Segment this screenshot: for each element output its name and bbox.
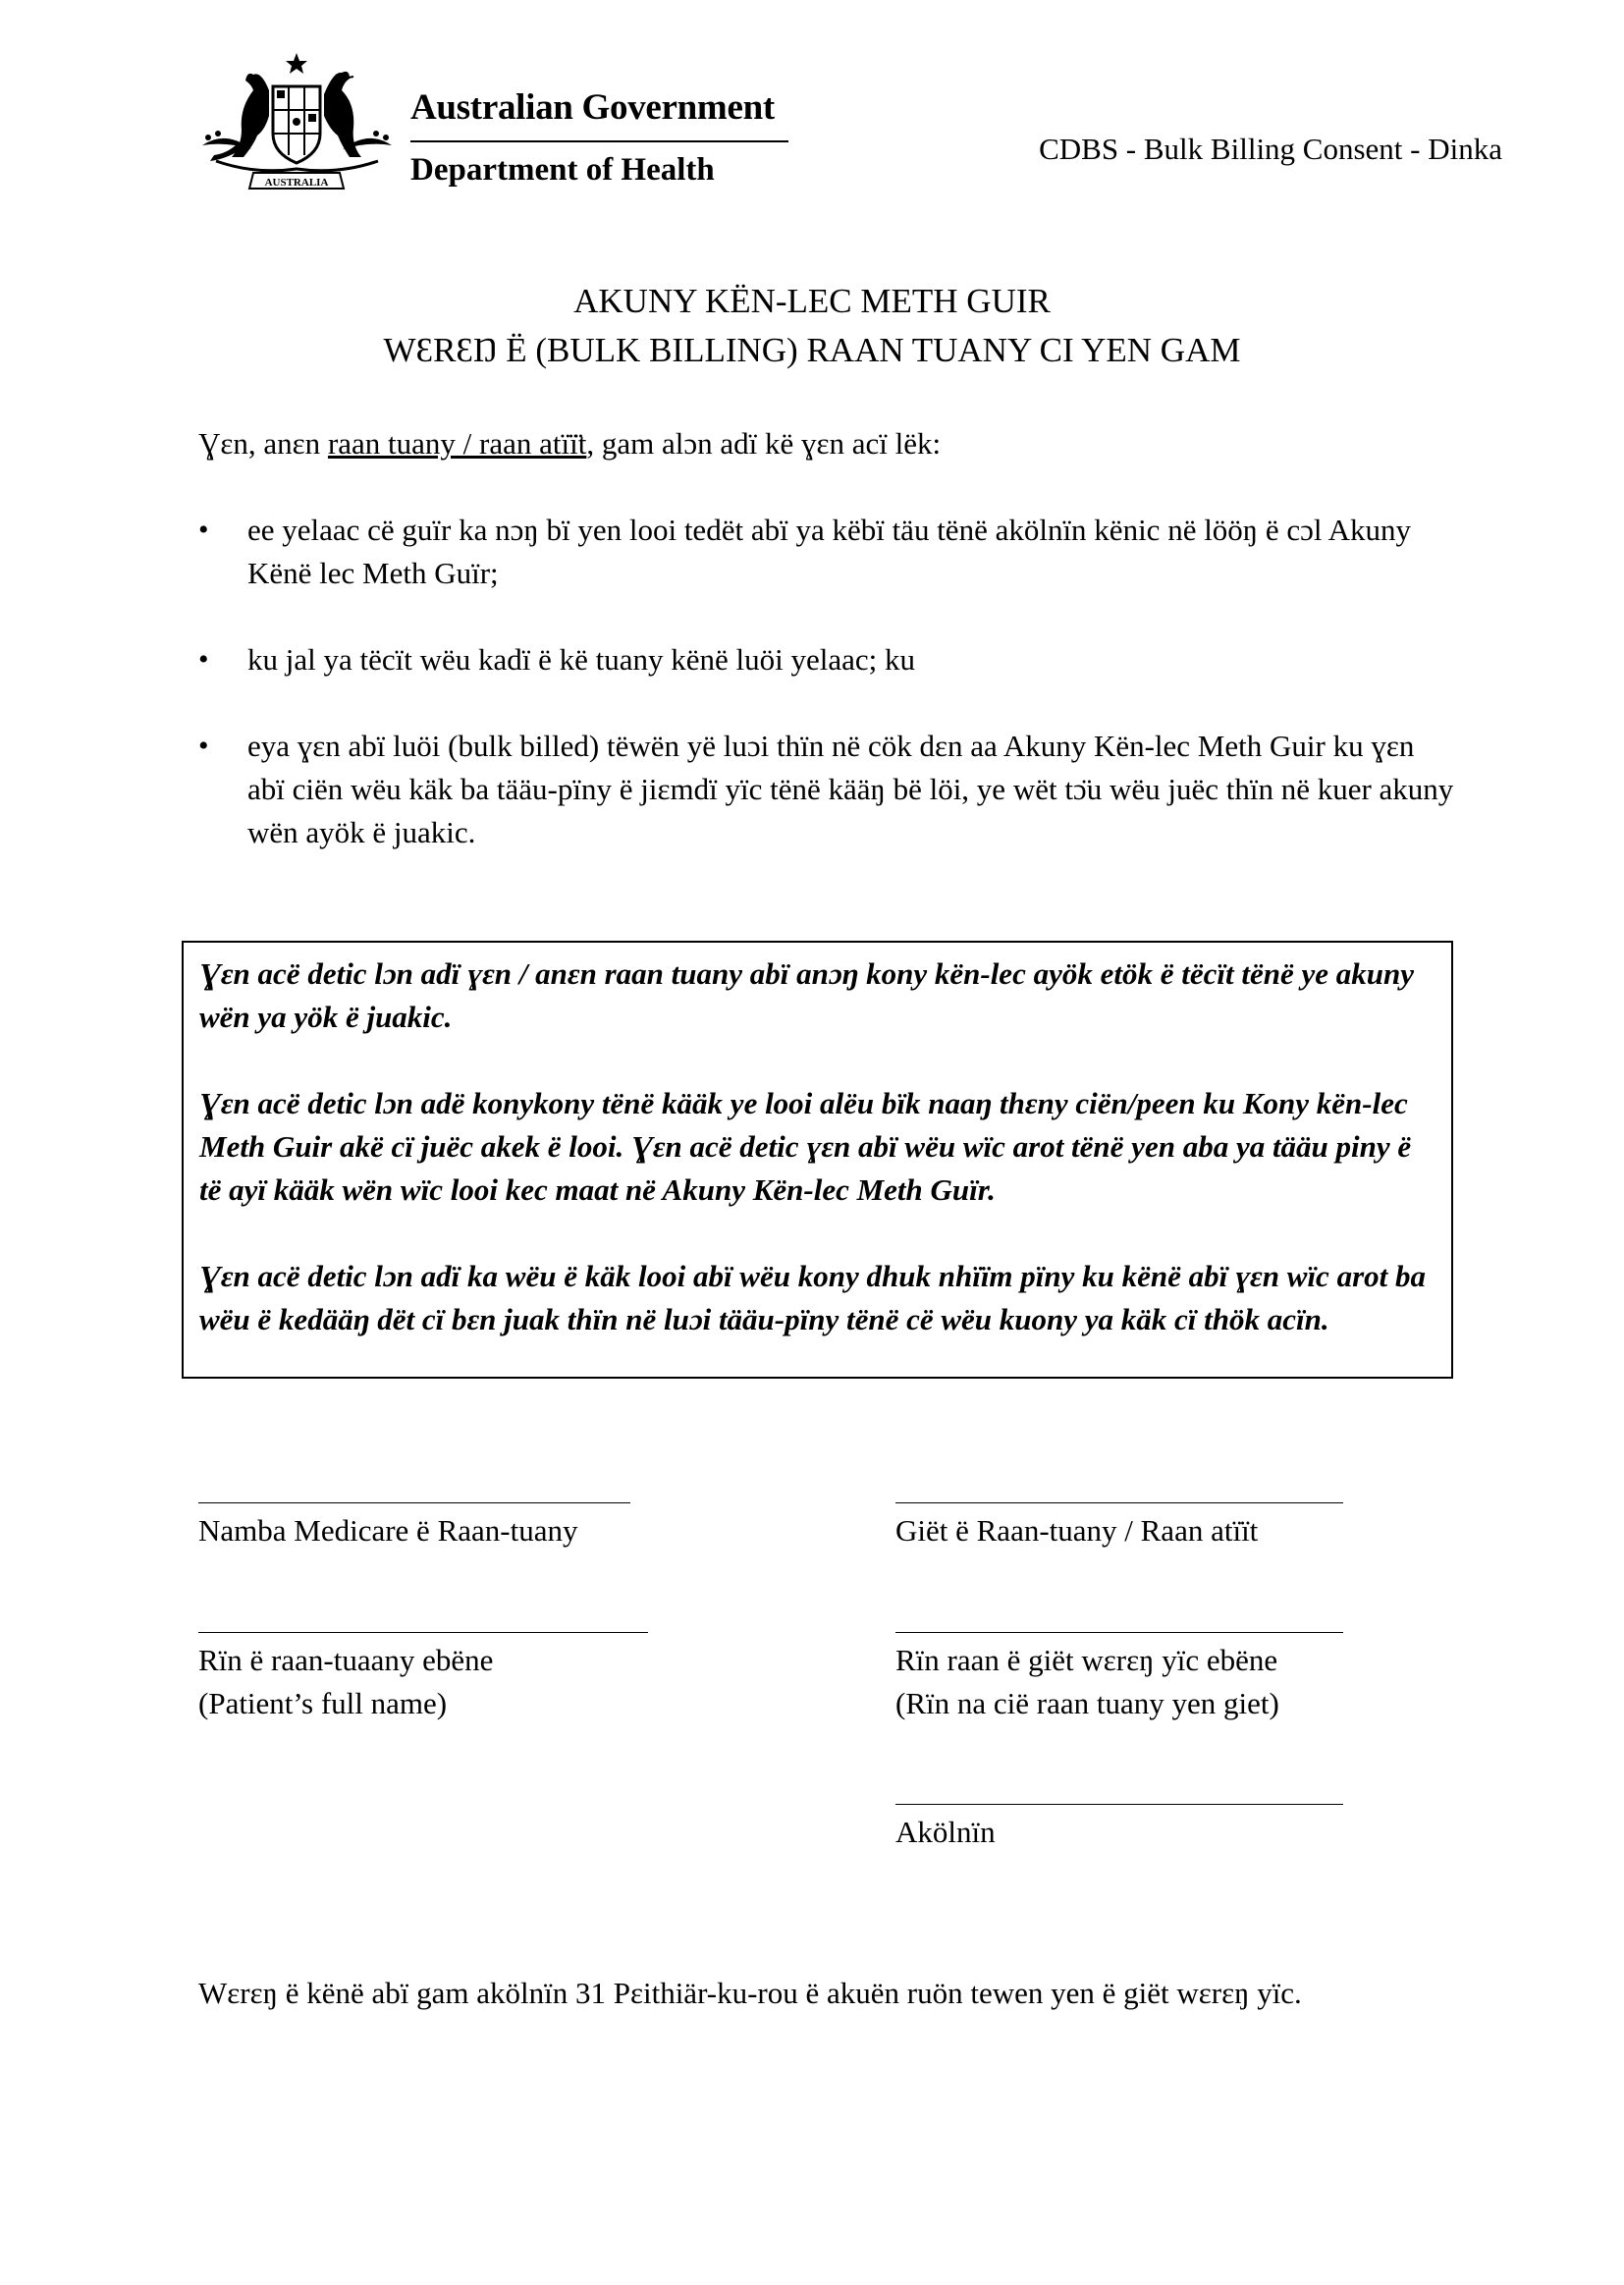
medicare-number-label: Namba Medicare ë Raan-tuany <box>198 1513 578 1548</box>
medicare-number-line[interactable] <box>198 1502 630 1503</box>
patient-full-name-sublabel: (Patient’s full name) <box>198 1686 448 1720</box>
patient-signature-label: Giët ë Raan-tuany / Raan atïït <box>895 1513 1259 1548</box>
acknowledgement-paragraph: Ɣɛn acë detic lɔn adë konykony tënë kääk ye looi alëu bïk naaŋ thɛny ciën/peen ku Kony kën-lec Meth Guir akë cï juëc akek ë looi. Ɣɛn acë detic ɣɛn abï wëu wïc arot tënë yen aba ya tääu piny ë të ayï kääk wën wïc looi kec maat në Akuny Kën-lec Meth Guïr. <box>199 1086 1412 1207</box>
patient-full-name-field[interactable] <box>198 1632 648 1725</box>
logo-divider <box>410 140 788 142</box>
patient-full-name-line[interactable] <box>198 1632 648 1633</box>
signer-full-name-sublabel: (Rïn na cië raan tuany yen giet) <box>895 1686 1279 1720</box>
medicare-number-field[interactable] <box>198 1502 630 1552</box>
date-field[interactable] <box>895 1804 1343 1854</box>
government-logo-block <box>410 86 788 189</box>
bullet-item: • eya ɣɛn abï luöi (bulk billed) tëwën yë luɔi thïn në cök dɛn aa Akuny Kën-lec Meth Guir ku ɣɛn abï ciën wëu käk ba tääu-pïny ë jiɛmdï yïc tënë kääŋ bë löi, ye wët tɔ̈u wëu juëc thïn në kuer akuny wën ayök ë juakic. <box>198 725 1455 854</box>
patient-signature-field[interactable] <box>895 1502 1343 1552</box>
patient-full-name-label: Rïn ë raan-tuaany ebëne <box>198 1643 494 1677</box>
signer-full-name-line[interactable] <box>895 1632 1343 1633</box>
acknowledgement-paragraph: Ɣɛn acë detic lɔn adï ka wëu ë käk looi abï wëu kony dhuk nhïïm pïny ku kënë abï ɣɛn wïc arot ba wëu ë kedääŋ dët cï bɛn juak thïn në luɔi tääu-pïny tënë cë wëu kuony ya käk cï thök acïn. <box>199 1259 1426 1336</box>
intro-statement <box>198 422 941 465</box>
acknowledgement-paragraph: Ɣɛn acë detic lɔn adï ɣɛn / anɛn raan tuany abï anɔŋ kony kën-lec ayök etök ë tëcït tënë ye akuny wën ya yök ë juakic. <box>199 956 1414 1034</box>
signer-full-name-field[interactable] <box>895 1632 1343 1725</box>
intro-text-end: , gam alɔn adï kë ɣɛn acï lëk: <box>586 426 942 461</box>
department-name: Department of Health <box>410 152 715 188</box>
bullet-item: • ku jal ya tëcït wëu kadï ë kë tuany kënë luöi yelaac; ku <box>198 638 1455 681</box>
validity-note: Wɛrɛŋ ë kënë abï gam akölnïn 31 Pɛithiär-ku-rou ë akuën ruön tewen yen ë giët wɛrɛŋ yïc. <box>198 1976 1302 2010</box>
signer-full-name-label: Rïn raan ë giët wɛrɛŋ yïc ebëne <box>895 1643 1278 1677</box>
patient-signature-line[interactable] <box>895 1502 1343 1503</box>
document-code: CDBS - Bulk Billing Consent - Dinka <box>1039 132 1502 166</box>
title-line-1: AKUNY KËN-LEC METH GUIR <box>573 282 1051 320</box>
title-line-2: WƐRƐŊ Ë (BULK BILLING) RAAN TUANY CI YEN GAM <box>383 331 1241 369</box>
date-label: Akölnïn <box>895 1815 996 1849</box>
government-name: Australian Government <box>410 87 775 128</box>
document-title <box>0 277 1624 375</box>
intro-underlined-role: raan tuany / raan atïï̈t <box>327 426 587 461</box>
date-line[interactable] <box>895 1804 1343 1805</box>
coat-of-arms-icon <box>196 51 398 198</box>
acknowledgement-box <box>182 941 1453 1379</box>
intro-text-start: Ɣɛn, anɛn <box>198 426 328 461</box>
consent-bullet-list <box>198 509 1455 898</box>
bullet-item: • ee yelaac cë guïr ka nɔŋ bï yen looi tedët abï ya këbï täu tënë akölnïn kënic në lööŋ ë cɔl Akuny Kënë lec Meth Guïr; <box>198 509 1455 595</box>
crest-motto: AUSTRALIA <box>264 177 329 189</box>
